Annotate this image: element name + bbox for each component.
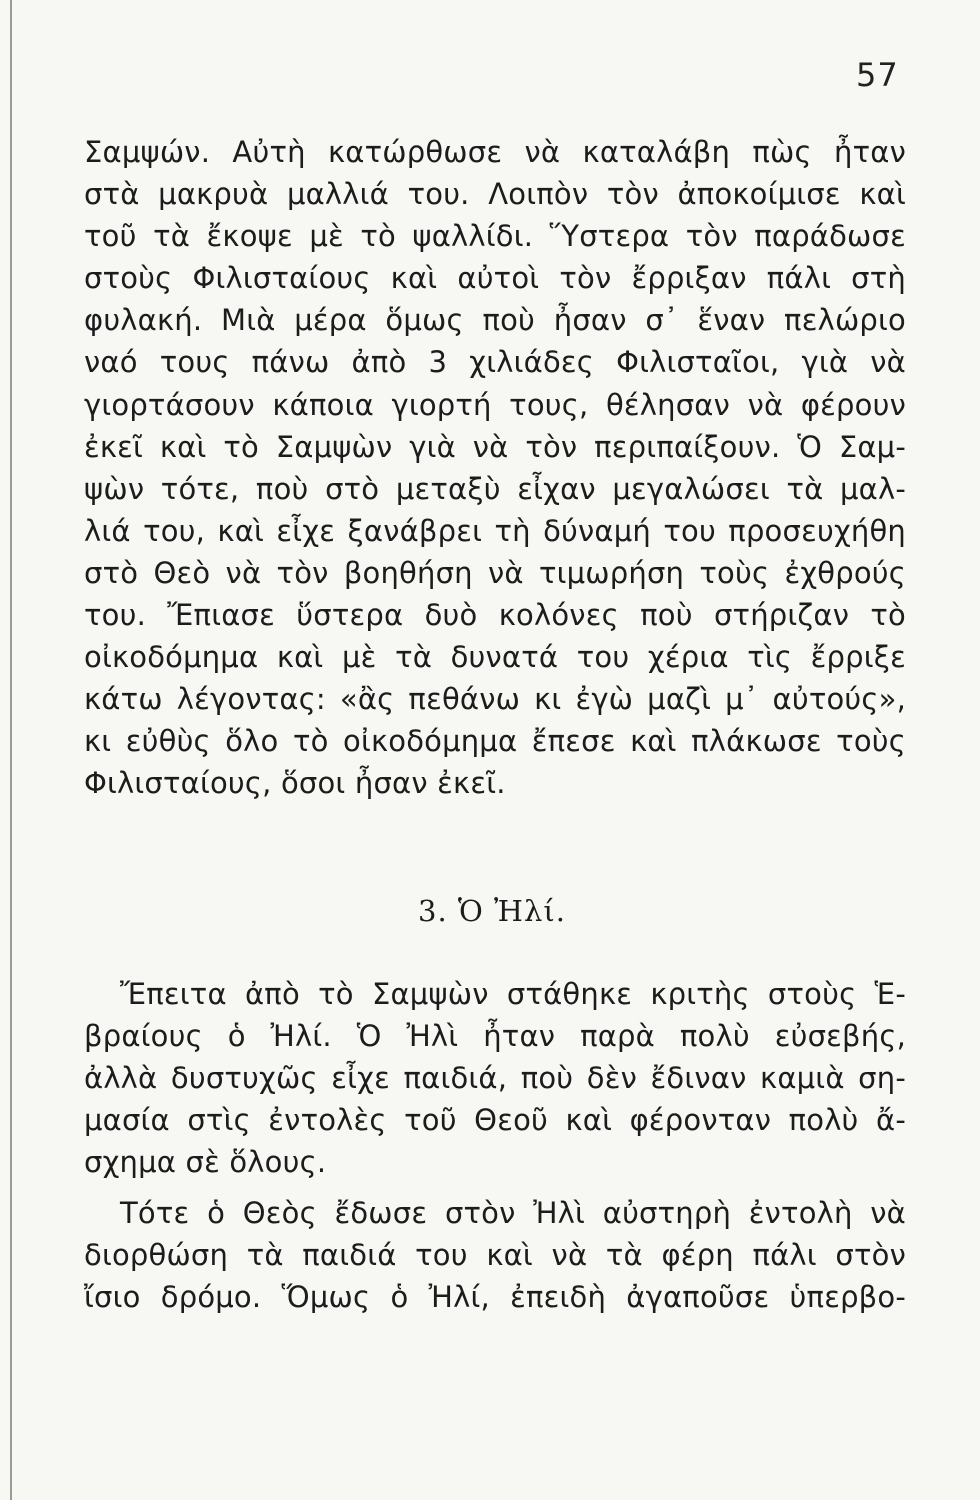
text-line: ἴσιο δρόμο. Ὅμως ὁ Ἠλί, ἐπειδὴ ἀγαποῦσε ὑπερβο- bbox=[84, 1280, 906, 1315]
text-line: φυλακή. Μιὰ μέρα ὅμως ποὺ ἦσαν σ᾽ ἕναν πελώριο bbox=[84, 303, 906, 338]
text-line: στὸ Θεὸ νὰ τὸν βοηθήση νὰ τιμωρήση τοὺς ἐχθρούς bbox=[84, 555, 906, 590]
text-line: στὰ μακρυὰ μαλλιά του. Λοιπὸν τὸν ἀποκοίμισε καὶ bbox=[84, 177, 906, 212]
text-line: Ἔπειτα ἀπὸ τὸ Σαμψὼν στάθηκε κριτὴς στοὺς Ἑ- bbox=[120, 977, 906, 1011]
paragraph-samson bbox=[84, 131, 906, 805]
text-line: ἀλλὰ δυστυχῶς εἶχε παιδιά, ποὺ δὲν ἔδιναν καμιὰ ση- bbox=[84, 1061, 906, 1096]
text-line: του. Ἔπιασε ὕστερα δυὸ κολόνες ποὺ στήριζαν τὸ bbox=[84, 598, 906, 633]
text-line: σχημα σὲ ὅλους. bbox=[84, 1145, 327, 1180]
text-line: Σαμψών. Αὐτὴ κατώρθωσε νὰ καταλάβη πὼς ἦταν bbox=[84, 135, 906, 169]
text-line: Φιλισταίους, ὅσοι ἦσαν ἐκεῖ. bbox=[84, 766, 506, 801]
text-line: ἐκεῖ καὶ τὸ Σαμψὼν γιὰ νὰ τὸν περιπαίξουν. Ὁ Σαμ- bbox=[84, 429, 906, 464]
text-line: κι εὐθὺς ὅλο τὸ οἰκοδόμημα ἔπεσε καὶ πλάκωσε τοὺς bbox=[84, 724, 906, 759]
text-line: τοῦ τὰ ἔκοψε μὲ τὸ ψαλλίδι. Ὕστερα τὸν παράδωσε bbox=[84, 219, 906, 254]
text-line: Τότε ὁ Θεὸς ἔδωσε στὸν Ἠλὶ αὐστηρὴ ἐντολὴ νὰ bbox=[120, 1196, 906, 1230]
page-spine-edge bbox=[10, 0, 12, 1500]
text-line: στοὺς Φιλισταίους καὶ αὐτοὶ τὸν ἔρριξαν πάλι στὴ bbox=[84, 261, 906, 296]
text-line: οἰκοδόμημα καὶ μὲ τὰ δυνατά του χέρια τὶς ἔρριξε bbox=[84, 640, 906, 675]
paragraph-eli-command bbox=[84, 1192, 906, 1318]
text-line: λιά του, καὶ εἶχε ξανάβρει τὴ δύναμή του προσευχήθη bbox=[84, 513, 906, 548]
text-line: ναό τους πάνω ἀπὸ 3 χιλιάδες Φιλισταῖοι, γιὰ νὰ bbox=[84, 345, 906, 380]
page-number: 57 bbox=[856, 56, 899, 94]
text-line: γιορτάσουν κάποια γιορτή τους, θέλησαν νὰ φέρουν bbox=[84, 387, 906, 422]
text-line: ψὼν τότε, ποὺ στὸ μεταξὺ εἶχαν μεγαλώσει τὰ μαλ- bbox=[84, 471, 906, 506]
paragraph-eli-intro bbox=[84, 973, 906, 1183]
text-line: βραίους ὁ Ἠλί. Ὁ Ἠλὶ ἦταν παρὰ πολὺ εὐσεβής, bbox=[84, 1019, 906, 1054]
text-line: μασία στὶς ἐντολὲς τοῦ Θεοῦ καὶ φέρονταν πολὺ ἄ- bbox=[84, 1103, 906, 1138]
text-line: κάτω λέγοντας: «ἂς πεθάνω κι ἐγὼ μαζὶ μ᾽ αὐτούς», bbox=[84, 682, 906, 717]
text-line: διορθώση τὰ παιδιά του καὶ νὰ τὰ φέρη πάλι στὸν bbox=[84, 1238, 906, 1273]
section-heading: 3. Ὁ Ἠλί. bbox=[418, 894, 566, 928]
